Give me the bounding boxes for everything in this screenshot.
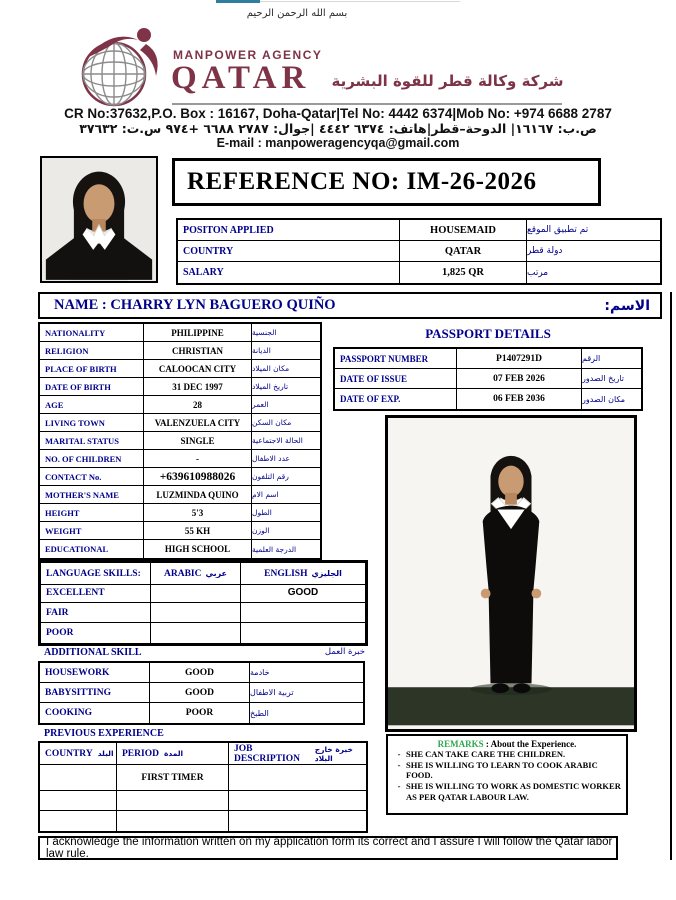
reference-number: REFERENCE NO: IM-26-2026 xyxy=(187,168,537,195)
cooking-value: POOR xyxy=(150,703,250,723)
remarks-title-word: REMARKS xyxy=(437,739,484,749)
age-arabic: العمر xyxy=(252,396,320,414)
country-header-en: COUNTRY xyxy=(45,748,93,759)
country-label: COUNTRY xyxy=(178,241,400,262)
height-value: 5'3 xyxy=(144,504,252,522)
passport-details-title: PASSPORT DETAILS xyxy=(425,326,551,341)
living-town-value: VALENZUELA CITY xyxy=(144,414,252,432)
salary-value: 1,825 QR xyxy=(400,262,527,283)
poor-arabic-cell xyxy=(151,623,241,643)
date-of-exp-value: 06 FEB 2036 xyxy=(457,389,582,409)
fair-arabic-cell xyxy=(151,603,241,623)
children-value: - xyxy=(144,450,252,468)
english-column-ar: الجليزي xyxy=(311,569,342,578)
remark-text: SHE IS WILLING TO LEARN TO COOK ARABIC FOOD. xyxy=(406,759,598,781)
excellent-arabic-cell xyxy=(151,583,241,603)
date-of-exp-arabic: مكان الصدور xyxy=(582,394,626,404)
exp-row3-job xyxy=(229,811,366,831)
country-value: QATAR xyxy=(400,241,527,262)
bullet-dash: - xyxy=(397,759,401,770)
height-label: HEIGHT xyxy=(40,504,144,522)
remark-item xyxy=(392,781,622,802)
header-email-line: E-mail : manpoweragencyqa@gmail.com xyxy=(216,136,460,150)
educational-value: HIGH SCHOOL xyxy=(144,540,252,558)
brand-underline xyxy=(172,103,562,105)
arabic-column-ar: عربي xyxy=(205,569,228,578)
salary-label: SALARY xyxy=(178,262,400,283)
remark-item xyxy=(392,760,622,781)
living-town-label: LIVING TOWN xyxy=(40,414,144,432)
remarks-title xyxy=(392,739,622,749)
children-arabic: عدد الاطفال xyxy=(252,450,320,468)
remark-text: SHE CAN TAKE CARE THE CHILDREN. xyxy=(406,749,566,759)
english-column-en: ENGLISH xyxy=(264,568,308,579)
bismillah-calligraphy: بسم الله الرحمن الرحيم xyxy=(246,8,348,19)
religion-value: CHRISTIAN xyxy=(144,342,252,360)
weight-label: WEIGHT xyxy=(40,522,144,540)
religion-arabic: الديانة xyxy=(252,342,320,360)
mother-name-value: LUZMINDA QUINO xyxy=(144,486,252,504)
age-label: AGE xyxy=(40,396,144,414)
applicant-portrait-photo xyxy=(40,156,158,283)
cooking-label: COOKING xyxy=(40,703,150,723)
reference-box xyxy=(172,158,601,206)
exp-row2-job xyxy=(229,791,366,811)
position-value: HOUSEMAID xyxy=(400,220,527,241)
top-divider-line xyxy=(260,1,460,2)
housework-label: HOUSEWORK xyxy=(40,663,150,683)
marital-status-label: MARITAL STATUS xyxy=(40,432,144,450)
passport-table xyxy=(333,347,643,411)
language-skills-header: LANGUAGE SKILLS: xyxy=(41,563,151,585)
date-of-issue-arabic: تاريخ الصدور xyxy=(582,369,641,389)
passport-number-label: PASSPORT NUMBER xyxy=(335,349,457,369)
exp-row3-period xyxy=(117,811,229,831)
agency-name-line1: MANPOWER AGENCY xyxy=(173,48,323,62)
poor-label: POOR xyxy=(41,623,151,643)
marital-status-arabic: الحالة الاجتماعية xyxy=(252,432,320,450)
top-accent-bar xyxy=(216,0,260,3)
housework-arabic: خادمة xyxy=(250,663,363,683)
place-of-birth-label: PLACE OF BIRTH xyxy=(40,360,144,378)
exp-row2-country xyxy=(40,791,117,811)
date-of-birth-arabic: تاريخ الميلاد xyxy=(252,378,320,396)
bullet-dash: - xyxy=(397,780,401,791)
acknowledgment-text: I acknowledge the information written on my application form its correct and I assure I will follow the Qatar labor law rule. xyxy=(46,836,613,860)
passport-number-arabic: الرقم xyxy=(582,349,641,369)
weight-value: 55 KH xyxy=(144,522,252,540)
name-bar xyxy=(38,292,662,319)
remarks-box xyxy=(386,734,628,815)
living-town-arabic: مكان السكن xyxy=(252,414,320,432)
housework-value: GOOD xyxy=(150,663,250,683)
additional-skill-title-arabic: خبرة العمل xyxy=(324,647,365,657)
bio-data-table xyxy=(38,322,322,560)
excellent-english-cell: GOOD xyxy=(241,583,365,603)
previous-experience-title: PREVIOUS EXPERIENCE xyxy=(44,728,164,739)
position-table xyxy=(176,218,662,285)
cooking-arabic: الطبخ xyxy=(250,708,269,718)
period-header-ar: المدة xyxy=(163,749,184,758)
job-column-header xyxy=(229,743,366,765)
remark-text: SHE IS WILLING TO WORK AS DOMESTIC WORKER AS PER QATAR LABOUR LAW. xyxy=(406,780,621,802)
exp-row3-country xyxy=(40,811,117,831)
agency-name-arabic: شركة وكالة قطر للقوة البشرية xyxy=(331,72,564,90)
contact-value: +639610988026 xyxy=(144,468,252,486)
date-of-birth-value: 31 DEC 1997 xyxy=(144,378,252,396)
nationality-label: NATIONALITY xyxy=(40,324,144,342)
place-of-birth-value: CALOOCAN CITY xyxy=(144,360,252,378)
children-label: NO. OF CHILDREN xyxy=(40,450,144,468)
acknowledgment-box xyxy=(38,836,618,860)
mother-name-arabic: اسم الام xyxy=(252,486,320,504)
poor-english-cell xyxy=(241,623,365,643)
period-column-header xyxy=(117,743,229,765)
exp-row1-job xyxy=(229,765,366,791)
name-arabic-label: الاسم: xyxy=(604,297,650,314)
marital-status-value: SINGLE xyxy=(144,432,252,450)
position-arabic: تم تطبيق الموقع xyxy=(527,220,660,241)
previous-experience-table xyxy=(38,741,368,833)
passport-number-value: P1407291D xyxy=(457,349,582,369)
contact-arabic: رقم التلفون xyxy=(252,468,320,486)
babysitting-value: GOOD xyxy=(150,683,250,703)
additional-skill-table xyxy=(38,661,365,725)
right-page-rule xyxy=(670,292,672,860)
english-column-header xyxy=(241,563,365,585)
arabic-column-header xyxy=(151,563,241,585)
remarks-subtitle: : About the Experience. xyxy=(483,739,577,749)
applicant-full-body-photo xyxy=(385,415,637,732)
country-arabic: دولة قطر xyxy=(527,241,660,262)
header-contact-arabic: ص.ب: ١٦١٦٧| الدوحة–قطر|هاتف: ٦٣٧٤ ٤٤٤٢ |جوال: ٢٧٨٧ ٦٦٨٨ +٩٧٤ س.ت: ٣٧٦٣٢ xyxy=(79,121,597,136)
country-column-header xyxy=(40,743,117,765)
fair-label: FAIR xyxy=(41,603,151,623)
babysitting-label: BABYSITTING xyxy=(40,683,150,703)
agency-name-line2: QATAR xyxy=(171,60,311,96)
language-skills-table xyxy=(38,560,368,646)
date-of-exp-label: DATE OF EXP. xyxy=(335,389,457,409)
place-of-birth-arabic: مكان الميلاد xyxy=(252,360,320,378)
nationality-value: PHILIPPINE xyxy=(144,324,252,342)
job-header-en: JOB DESCRIPTION xyxy=(234,743,300,764)
exp-row1-country xyxy=(40,765,117,791)
contact-label: CONTACT No. xyxy=(40,468,144,486)
bullet-dash: - xyxy=(397,749,401,759)
babysitting-arabic: تربية الاطفال xyxy=(250,683,363,703)
applicant-name: NAME : CHARRY LYN BAGUERO QUIÑO xyxy=(54,297,336,313)
arabic-column-en: ARABIC xyxy=(163,568,202,579)
exp-row1-period: FIRST TIMER xyxy=(117,765,229,791)
additional-skill-title: ADDITIONAL SKILL xyxy=(44,647,142,658)
date-of-birth-label: DATE OF BIRTH xyxy=(40,378,144,396)
educational-arabic: الدرجة العلمية xyxy=(252,544,297,554)
country-header-ar: البلد xyxy=(97,749,114,758)
exp-row2-period xyxy=(117,791,229,811)
agency-logo-globe-icon xyxy=(72,24,172,110)
fair-english-cell xyxy=(241,603,365,623)
nationality-arabic: الجنسية xyxy=(252,324,320,342)
date-of-issue-label: DATE OF ISSUE xyxy=(335,369,457,389)
header-cr-line: CR No:37632,P.O. Box : 16167, Doha-Qatar|Tel No: 4442 6374|Mob No: +974 6688 2787 xyxy=(64,106,612,121)
date-of-issue-value: 07 FEB 2026 xyxy=(457,369,582,389)
salary-arabic: مرتب xyxy=(527,267,549,278)
excellent-label: EXCELLENT xyxy=(41,583,151,603)
weight-arabic: الوزن xyxy=(252,522,320,540)
remark-item xyxy=(392,749,622,760)
height-arabic: الطول xyxy=(252,504,320,522)
period-header-en: PERIOD xyxy=(122,748,159,759)
mother-name-label: MOTHER'S NAME xyxy=(40,486,144,504)
position-label: POSITON APPLIED xyxy=(178,220,400,241)
educational-label: EDUCATIONAL xyxy=(40,540,144,558)
religion-label: RELIGION xyxy=(40,342,144,360)
job-header-ar: خبرة خارج البلاد xyxy=(314,744,353,763)
age-value: 28 xyxy=(144,396,252,414)
